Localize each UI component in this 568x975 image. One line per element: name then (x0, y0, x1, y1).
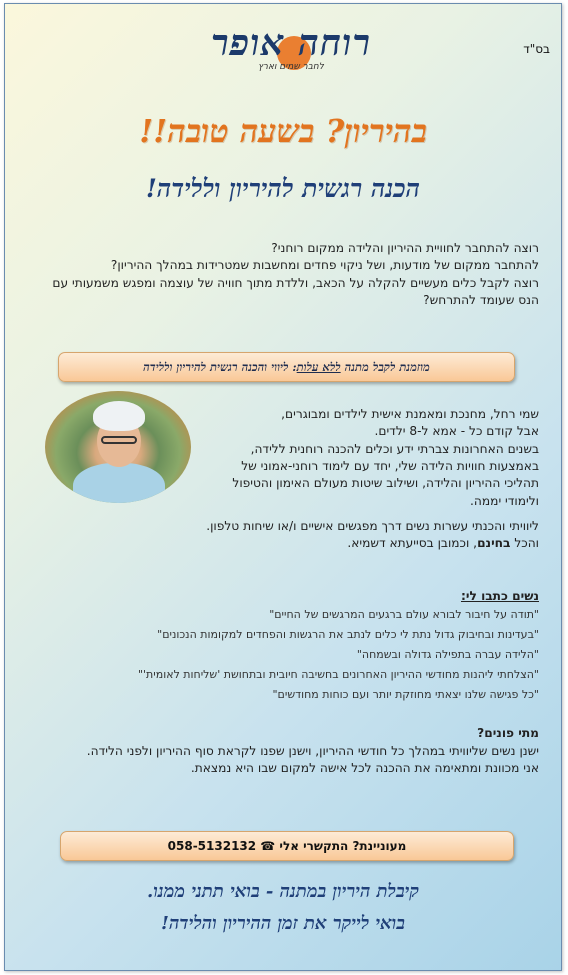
testimonial-item: "כל פגישה שלנו יצאתי מחוזקת יותר ועם כוחות מחודשים" (272, 688, 539, 701)
closing-text (5, 876, 561, 940)
testimonial-item: "תודה על חיבור לבורא עולם ברגעים המרגשים של החיים" (269, 608, 539, 621)
closing-line-2: בואי לייקר את זמן ההיריון והלידה! (161, 913, 405, 934)
main-title: בהיריון? בשעה טובה!! (139, 112, 427, 150)
bio-free: בחינם (477, 536, 511, 551)
bsd-mark: בס"ד (523, 42, 550, 56)
logo (201, 20, 381, 80)
testimonial-item: "הלידה עברה בתפילה גדולה ובשמחה" (356, 648, 539, 661)
intro-text (29, 240, 539, 310)
bio-line-1: שמי רחל, מחנכת ומאמנת אישית לילדים ומבוגרים, (281, 407, 539, 421)
bio-text-2 (209, 441, 539, 510)
when-line-2: אני מכוונת ומתאימה את ההכנה לכל אישה למקום שבו היא נמצאת. (190, 761, 539, 776)
bio-line-3: בשנים האחרונות צברתי ידע וכלים להכנה רוחנית ללידה, באמצעות חוויות הלידה שלי, יחד עם לימוד רוחני-אמוני של תהליכי ההיריון והלידה, ושילוב שיטות מעולם האימון והטיפול ולימודי יממה. (232, 442, 539, 508)
testimonials-list (29, 605, 539, 705)
offer-banner (58, 352, 515, 382)
bio-line-4: ליוויתי והכנתי עשרות נשים דרך מפגשים אישיים ו/או שיחות טלפון. (206, 519, 539, 533)
sub-title: הכנה רגשית להיריון וללידה! (145, 174, 421, 203)
testimonials-heading: נשים כתבו לי: (460, 589, 539, 603)
intro-line-2: להתחבר ממקום של מודעות, ושל ניקוי פחדים ומחשבות שמטרידות במהלך ההיריון? (110, 258, 539, 273)
when-heading: מתי פונים? (477, 726, 539, 740)
bio-line-2: אבל קודם כל - אמא ל-8 ילדים. (374, 424, 539, 439)
portrait-photo (45, 391, 191, 503)
contact-banner: מעוניינת? התקשרי אלי ☎ 058-5132132 (60, 831, 514, 861)
intro-line-3: רוצה לקבל כלים מעשיים להקלה על הכאב, וללדת מתוך חוויה של עוצמה ומפגש משמעותי עם הנס שעומד להתרחש? (52, 275, 539, 308)
offer-suffix: : ליווי והכנה רגשית להיריון וללידה (143, 360, 297, 374)
testimonial-item: "בעדינות ובחיבוק גדול נתת לי כלים לנתב את הרגשות והפחדים למקומות הנכונים" (157, 628, 539, 641)
bio-line-5: והכל בחינם, וכמובן בסייעתא דשמיא. (347, 536, 539, 551)
when-text (29, 743, 539, 778)
bio-text (209, 406, 539, 440)
logo-text: רוחה אופר (210, 22, 372, 64)
offer-free: ללא עלות (296, 360, 341, 374)
flyer (4, 3, 562, 971)
closing-line-1: קיבלת היריון במתנה - בואי תתני ממנו. (146, 881, 419, 902)
intro-line-1: רוצה להתחבר לחוויית ההיריון והלידה ממקום רוחני? (271, 241, 539, 255)
testimonial-item: "הצלחתי ליהנות מחודשי ההיריון האחרונים בחשיבה חיובית ובתחושת 'שליחות לאומית'" (137, 668, 539, 681)
when-line-1: ישנן נשים שליוויתי במהלך כל חודשי ההיריון, וישנן שפנו לקראת סוף ההיריון ולפני הלידה. (86, 744, 539, 758)
logo-tagline: לחבר שמים וארץ (258, 62, 324, 72)
offer-prefix: מוזמנת לקבל מתנה (340, 360, 430, 374)
bio-text-wide (29, 518, 539, 552)
